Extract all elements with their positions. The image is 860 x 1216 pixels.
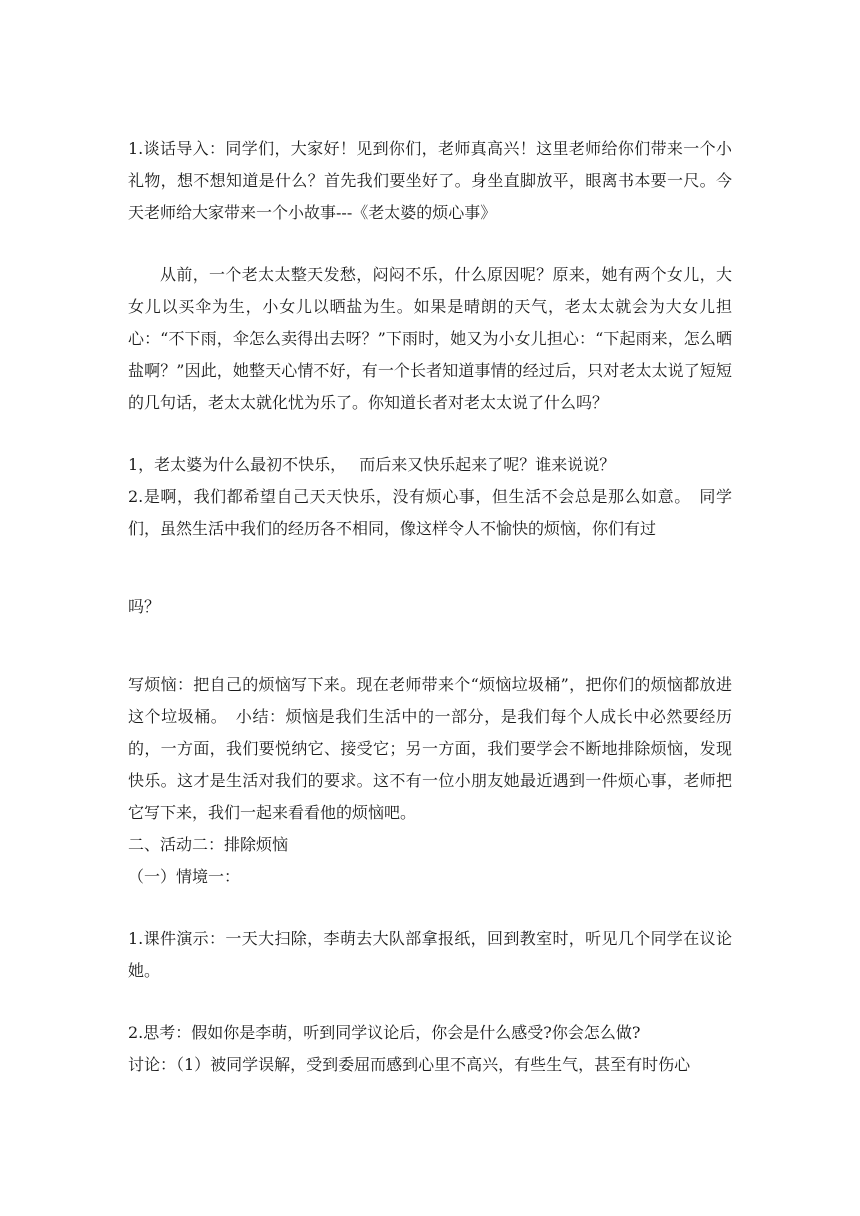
paragraph-story: 从前，一个老太太整天发愁，闷闷不乐，什么原因呢？原来，她有两个女儿，大女儿以买伞为生，小女儿以晒盐为生。如果是晴朗的天气，老太太就会为大女儿担心：“不下雨，伞怎么卖得出去呀？”下雨时，她又为小女儿担心：“下起雨来，怎么晒盐啊？”因此，她整天心情不好，有一个长者知道事情的经过后，只对老太太说了短短的几句话，老太太就化忧为乐了。你知道长者对老太太说了什么吗？ [128, 265, 732, 412]
paragraph-question-2-end: 吗？ [128, 597, 161, 616]
paragraph-write-worries: 写烦恼：把自己的烦恼写下来。现在老师带来个“烦恼垃圾桶”，把你们的烦恼都放进这个垃圾桶。 小结：烦恼是我们生活中的一部分，是我们每个人成长中必然要经历的，一方面，我们要悦纳它、接受它；另一方面，我们要学会不断地排除烦恼，发现快乐。这才是生活对我们的要求。这不有一位小朋友她最近遇到一件烦心事，老师把它写下来，我们一起来看看他的烦恼吧。 [128, 675, 732, 822]
paragraph-demo: 1.课件演示：一天大扫除，李萌去大队部拿报纸，回到教室时，听见几个同学在议论她。 [128, 929, 732, 980]
paragraph-question-2: 2.是啊，我们都希望自己天天快乐，没有烦心事，但生活不会总是那么如意。 同学们，虽然生活中我们的经历各不相同，像这样令人不愉快的烦恼，你们有过 [128, 487, 732, 538]
paragraph-think: 2.思考：假如你是李萌，听到同学议论后，你会是什么感受?你会怎么做? [128, 1023, 641, 1042]
paragraph-question-1: 1，老太婆为什么最初不快乐， 而后来又快乐起来了呢？谁来说说？ [128, 455, 616, 474]
paragraph-intro: 1.谈话导入：同学们，大家好！见到你们，老师真高兴！这里老师给你们带来一个小礼物，想不想知道是什么？首先我们要坐好了。身坐直脚放平，眼离书本要一尺。今天老师给大家带来一个小故事---《老太婆的烦心事》 [128, 139, 732, 222]
section-heading-activity-2: 二、活动二：排除烦恼 [128, 835, 289, 854]
subheading-scene-1: （一）情境一： [128, 867, 241, 886]
paragraph-discuss: 讨论：（1）被同学误解，受到委屈而感到心里不高兴，有些生气，甚至有时伤心 [128, 1055, 691, 1074]
